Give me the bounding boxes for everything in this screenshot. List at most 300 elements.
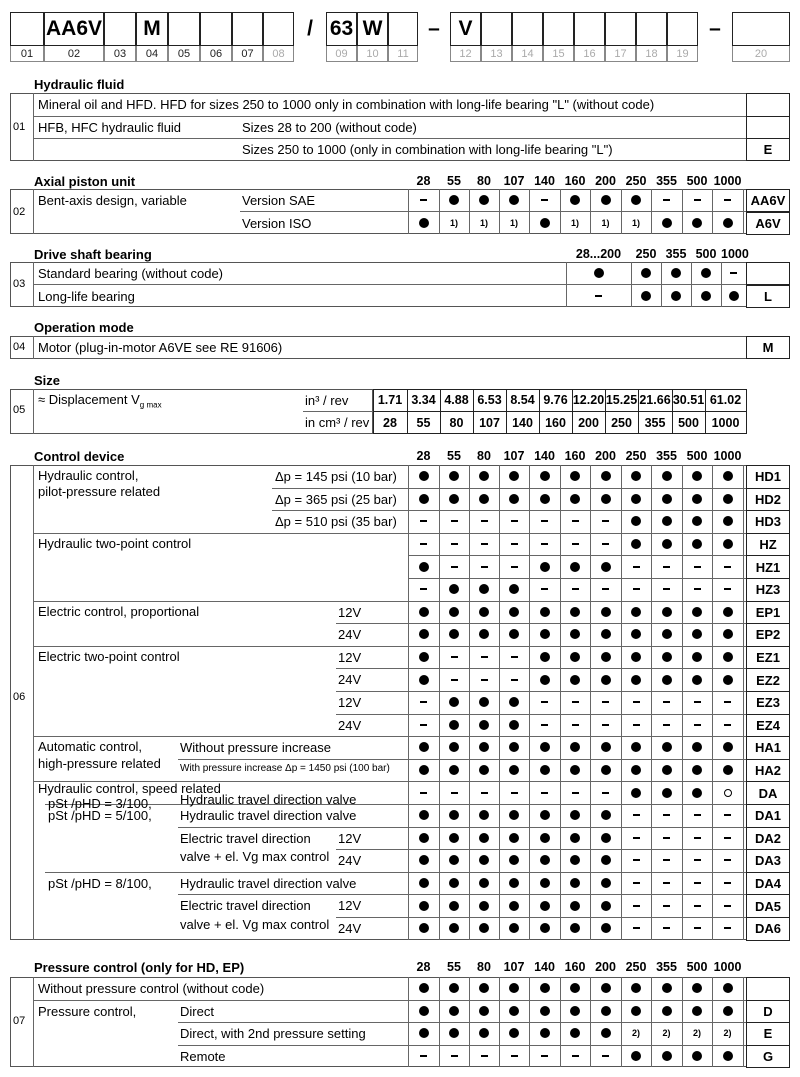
available-dot-icon (631, 195, 641, 205)
available-dot-icon (601, 1006, 611, 1016)
available-dot-icon (662, 539, 672, 549)
code-position-17[interactable] (605, 12, 636, 46)
version-label: Version ISO (242, 215, 312, 231)
availability-cell (408, 759, 439, 782)
order-code-box[interactable] (746, 116, 790, 139)
order-code-box[interactable]: E (746, 138, 790, 161)
available-dot-icon (479, 629, 489, 639)
order-code-box[interactable]: AA6V (746, 189, 790, 212)
code-position-19[interactable] (667, 12, 698, 46)
availability-cell (560, 646, 590, 669)
available-dot-icon (449, 697, 459, 707)
availability-cell (529, 691, 560, 714)
availability-cell (560, 781, 590, 804)
order-code-box[interactable]: EP1 (746, 601, 790, 625)
availability-cell (439, 189, 469, 212)
availability-cell (529, 759, 560, 782)
displacement-in3: 4.88 (444, 393, 469, 407)
available-dot-icon (479, 983, 489, 993)
availability-cell (499, 212, 529, 235)
size-header: 28 (416, 960, 431, 974)
control-variant-label: Hydraulic travel direction valve (180, 875, 357, 891)
order-code-box[interactable]: HA2 (746, 759, 790, 783)
available-dot-icon (570, 195, 580, 205)
availability-cell (439, 601, 469, 624)
size-header: 200 (595, 174, 616, 188)
size-header: 140 (534, 449, 555, 463)
available-dot-icon (601, 983, 611, 993)
code-position-01[interactable] (10, 12, 44, 46)
available-dot-icon (723, 983, 733, 993)
availability-cell (529, 465, 560, 488)
fluid-sub-large: Sizes 250 to 1000 (only in combination with long-life bearing "L") (242, 142, 613, 157)
availability-cell (529, 917, 560, 940)
available-dot-icon (570, 494, 580, 504)
fluid-option-mineral: Mineral oil and HFD. HFD for sizes 250 to 1000 only in combination with long-life bearing "L" (without code) (38, 97, 655, 112)
availability-cell (469, 759, 499, 782)
not-available-dash-icon (633, 905, 640, 907)
availability-cell (469, 1000, 499, 1023)
order-code-box[interactable]: DA2 (746, 827, 790, 851)
availability-cell (712, 872, 743, 895)
not-available-dash-icon (541, 701, 548, 703)
available-dot-icon (509, 494, 519, 504)
available-dot-icon (692, 607, 702, 617)
size-header: 107 (503, 960, 525, 974)
availability-cell (621, 212, 651, 235)
availability-cell (469, 714, 499, 737)
not-available-dash-icon (694, 882, 701, 884)
available-dot-icon (449, 607, 459, 617)
availability-cell (408, 1045, 439, 1068)
section-title: Axial piston unit (34, 174, 136, 189)
available-dot-icon (540, 833, 550, 843)
not-available-dash-icon (541, 792, 548, 794)
code-position-10[interactable]: W (357, 12, 388, 46)
order-code-box[interactable]: DA6 (746, 917, 790, 941)
availability-cell (469, 1022, 499, 1045)
section-number: 01 (13, 121, 26, 133)
availability-cell (651, 736, 682, 759)
available-dot-icon (479, 742, 489, 752)
displacement-cm3: 200 (578, 415, 599, 430)
not-available-dash-icon (541, 199, 548, 201)
availability-cell (469, 827, 499, 850)
not-available-dash-icon (663, 724, 670, 726)
not-available-dash-icon (663, 859, 670, 861)
availability-cell (590, 736, 621, 759)
not-available-dash-icon (595, 295, 602, 297)
availability-cell (439, 646, 469, 669)
not-available-dash-icon (451, 543, 458, 545)
availability-cell (499, 849, 529, 872)
available-dot-icon (419, 855, 429, 865)
availability-cell (560, 533, 590, 556)
available-dot-icon (449, 833, 459, 843)
code-position-number: 01 (10, 46, 44, 62)
availability-cell (651, 872, 682, 895)
availability-cell (439, 488, 469, 511)
code-position-18[interactable] (636, 12, 667, 46)
available-dot-icon (570, 471, 580, 481)
available-dot-icon (509, 901, 519, 911)
unit-cm3: in cm³ / rev (305, 415, 370, 430)
code-position-06[interactable] (200, 12, 232, 46)
availability-cell (469, 872, 499, 895)
available-dot-icon (662, 765, 672, 775)
not-available-dash-icon (541, 1055, 548, 1057)
displacement-cm3: 160 (545, 415, 566, 430)
availability-cell (590, 668, 621, 691)
not-available-dash-icon (572, 520, 579, 522)
available-dot-icon (641, 268, 651, 278)
not-available-dash-icon (633, 859, 640, 861)
operation-mode-option: Motor (plug-in-motor A6VE see RE 91606) (38, 340, 283, 355)
not-available-dash-icon (511, 656, 518, 658)
available-dot-icon (479, 833, 489, 843)
availability-cell (499, 977, 529, 1000)
available-dot-icon (419, 218, 429, 228)
available-dot-icon (449, 983, 459, 993)
electric-travel-direction-label: Electric travel direction (180, 830, 311, 846)
available-dot-icon (631, 607, 641, 617)
order-code-box[interactable] (746, 262, 790, 285)
available-dot-icon (641, 291, 651, 301)
available-dot-icon (662, 1051, 672, 1061)
order-code-box[interactable]: L (746, 285, 790, 308)
not-available-dash-icon (724, 837, 731, 839)
order-code-box[interactable]: DA (746, 781, 790, 805)
availability-cell (621, 691, 651, 714)
availability-cell (408, 849, 439, 872)
available-dot-icon (601, 901, 611, 911)
availability-cell (499, 691, 529, 714)
order-code-box[interactable]: HZ1 (746, 555, 790, 579)
control-variant-label: 12V (338, 830, 362, 846)
not-available-dash-icon (420, 543, 427, 545)
size-header: 160 (564, 449, 586, 463)
available-dot-icon (692, 788, 702, 798)
availability-cell (621, 578, 651, 601)
order-code-box[interactable]: EZ2 (746, 668, 790, 692)
availability-cell (682, 646, 712, 669)
order-code-box[interactable]: G (746, 1045, 790, 1069)
not-available-dash-icon (420, 1055, 427, 1057)
availability-cell (499, 736, 529, 759)
availability-cell (408, 533, 439, 556)
code-separator: – (428, 17, 440, 40)
availability-cell (499, 781, 529, 804)
availability-cell (439, 804, 469, 827)
available-dot-icon (723, 675, 733, 685)
availability-cell (621, 646, 651, 669)
order-code-box[interactable]: HD2 (746, 488, 790, 512)
available-dot-icon (692, 652, 702, 662)
availability-cell (590, 646, 621, 669)
code-position-15[interactable] (543, 12, 574, 46)
not-available-dash-icon (633, 701, 640, 703)
availability-cell (682, 849, 712, 872)
order-code-box[interactable]: HA1 (746, 736, 790, 760)
availability-cell (408, 827, 439, 850)
availability-cell (651, 578, 682, 601)
available-dot-icon (419, 675, 429, 685)
availability-cell (469, 781, 499, 804)
availability-cell (712, 977, 743, 1000)
code-position-03[interactable] (104, 12, 136, 46)
displacement-cm3: 55 (416, 415, 431, 430)
code-position-05[interactable] (168, 12, 200, 46)
availability-cell (499, 533, 529, 556)
availability-cell (469, 736, 499, 759)
available-dot-icon (419, 562, 429, 572)
divider (33, 465, 34, 940)
available-dot-icon (723, 607, 733, 617)
availability-cell (590, 917, 621, 940)
availability-cell (590, 488, 621, 511)
availability-cell (590, 714, 621, 737)
available-dot-icon (449, 584, 459, 594)
available-dot-icon (662, 494, 672, 504)
availability-cell (560, 849, 590, 872)
not-available-dash-icon (602, 588, 609, 590)
available-dot-icon (601, 923, 611, 933)
available-dot-icon (509, 584, 519, 594)
size-header: 355 (656, 174, 677, 188)
availability-cell (560, 510, 590, 533)
displacement-cm3: 1000 (711, 415, 740, 430)
availability-cell (408, 1000, 439, 1023)
section-title: Size (34, 373, 61, 388)
availability-cell (469, 623, 499, 646)
order-code-box[interactable] (746, 93, 790, 117)
available-dot-icon (723, 629, 733, 639)
availability-cell (651, 759, 682, 782)
available-dot-icon (601, 195, 611, 205)
size-header: 355 (656, 449, 677, 463)
order-code-box[interactable]: EZ3 (746, 691, 790, 715)
availability-cell (439, 1000, 469, 1023)
availability-cell (499, 465, 529, 488)
available-dot-icon (449, 855, 459, 865)
available-dot-icon (631, 629, 641, 639)
not-available-dash-icon (724, 701, 731, 703)
available-dot-icon (601, 1028, 611, 1038)
code-position-04[interactable]: M (136, 12, 168, 46)
order-code-box[interactable]: DA4 (746, 872, 790, 896)
code-position-number: 13 (481, 46, 512, 62)
order-code-box[interactable]: DA3 (746, 849, 790, 873)
size-header: 55 (447, 449, 461, 463)
available-dot-icon (509, 1028, 519, 1038)
displacement-in3: 15.25 (605, 393, 638, 407)
available-dot-icon (631, 742, 641, 752)
available-dot-icon (479, 697, 489, 707)
availability-cell (439, 510, 469, 533)
availability-cell (621, 714, 651, 737)
order-code-box[interactable]: D (746, 1000, 790, 1024)
availability-cell (682, 601, 712, 624)
available-dot-icon (479, 901, 489, 911)
not-available-dash-icon (694, 927, 701, 929)
availability-cell (682, 977, 712, 1000)
available-dot-icon (540, 878, 550, 888)
code-position-02[interactable]: AA6V (44, 12, 104, 46)
availability-cell (712, 601, 743, 624)
available-dot-icon (509, 742, 519, 752)
available-dot-icon (509, 878, 519, 888)
order-code-box[interactable]: M (746, 336, 790, 359)
availability-cell (682, 714, 712, 737)
code-position-number: 19 (667, 46, 698, 62)
availability-cell (621, 510, 651, 533)
not-available-dash-icon (602, 543, 609, 545)
code-position-number: 11 (388, 46, 418, 62)
divider (303, 411, 373, 412)
availability-cell (439, 827, 469, 850)
available-dot-icon (540, 855, 550, 865)
code-position-14[interactable] (512, 12, 543, 46)
not-available-dash-icon (633, 588, 640, 590)
available-dot-icon (631, 675, 641, 685)
code-position-13[interactable] (481, 12, 512, 46)
not-available-dash-icon (663, 837, 670, 839)
not-available-dash-icon (420, 199, 427, 201)
available-dot-icon (692, 218, 702, 228)
availability-cell (590, 804, 621, 827)
code-position-11[interactable] (388, 12, 418, 46)
availability-cell (682, 1022, 712, 1045)
available-dot-icon (509, 195, 519, 205)
displacement-cm3: 107 (479, 415, 500, 430)
section-number: 06 (13, 691, 26, 703)
not-available-dash-icon (451, 520, 458, 522)
electric-travel-direction-label-2: valve + el. Vg max control (180, 849, 330, 865)
available-dot-icon (449, 1006, 459, 1016)
bearing-option: Standard bearing (without code) (38, 266, 224, 281)
code-position-07[interactable] (232, 12, 263, 46)
code-position-20[interactable] (732, 12, 790, 46)
code-position-number: 05 (168, 46, 200, 62)
availability-cell (621, 533, 651, 556)
available-dot-icon (662, 742, 672, 752)
available-dot-icon (449, 471, 459, 481)
not-available-dash-icon (633, 882, 640, 884)
available-dot-icon (631, 788, 641, 798)
order-code-box[interactable] (746, 977, 790, 1001)
order-code-box[interactable]: HD1 (746, 465, 790, 489)
code-position-09[interactable]: 63 (326, 12, 357, 46)
available-dot-icon (692, 471, 702, 481)
availability-cell (560, 601, 590, 624)
order-code-box[interactable]: DA1 (746, 804, 790, 828)
control-variant-label: 24V (338, 921, 362, 936)
availability-cell (469, 488, 499, 511)
available-dot-icon (540, 810, 550, 820)
availability-cell (408, 601, 439, 624)
available-dot-icon (540, 923, 550, 933)
availability-cell (408, 510, 439, 533)
size-header: 80 (477, 960, 491, 974)
not-available-dash-icon (724, 905, 731, 907)
availability-cell (712, 1022, 743, 1045)
available-dot-icon (601, 833, 611, 843)
availability-cell (590, 623, 621, 646)
code-position-number: 08 (263, 46, 294, 62)
order-code-box[interactable]: EZ4 (746, 714, 790, 738)
section-title: Operation mode (34, 320, 134, 335)
availability-cell (621, 555, 651, 578)
available-dot-icon (570, 607, 580, 617)
control-variant-label: 12V (338, 898, 362, 914)
availability-cell (408, 736, 439, 759)
available-dot-icon (509, 983, 519, 993)
control-group-ha: Automatic control, (38, 739, 143, 755)
available-dot-icon (540, 494, 550, 504)
code-separator: – (709, 17, 721, 40)
available-dot-icon (570, 923, 580, 933)
availability-cell (712, 714, 743, 737)
order-code-box[interactable]: HZ3 (746, 578, 790, 602)
available-dot-icon (671, 291, 681, 301)
available-dot-icon (540, 675, 550, 685)
availability-cell (499, 759, 529, 782)
da-pressure-ratio-3: pSt /pHD = 3/100, (48, 796, 152, 812)
code-position-number: 04 (136, 46, 168, 62)
code-position-08[interactable] (263, 12, 294, 46)
availability-cell (529, 601, 560, 624)
available-dot-icon (631, 539, 641, 549)
displacement-in3: 21.66 (639, 393, 671, 407)
order-code-box[interactable]: DA5 (746, 894, 790, 918)
order-code-box[interactable]: E (746, 1022, 790, 1046)
pressure-control-label: Pressure control, (38, 1003, 137, 1019)
available-dot-icon (419, 494, 429, 504)
availability-cell (408, 1022, 439, 1045)
order-code-box[interactable]: EZ1 (746, 646, 790, 670)
order-code-box[interactable]: HZ (746, 533, 790, 557)
available-dot-icon (723, 1006, 733, 1016)
availability-cell (560, 691, 590, 714)
availability-cell (499, 189, 529, 212)
order-code-box[interactable]: EP2 (746, 623, 790, 647)
availability-cell (439, 849, 469, 872)
da-pressure-ratio-8: pSt /pHD = 8/100, (48, 875, 152, 891)
control-group-hd: Hydraulic control, (38, 468, 139, 483)
availability-cell (439, 759, 469, 782)
availability-cell (621, 1045, 651, 1068)
availability-cell (712, 849, 743, 872)
available-dot-icon (601, 742, 611, 752)
size-header: 500 (695, 247, 717, 261)
size-header: 140 (534, 960, 555, 974)
availability-cell (439, 1045, 469, 1068)
availability-cell (529, 668, 560, 691)
availability-cell (590, 533, 621, 556)
order-code-box[interactable]: A6V (746, 212, 790, 235)
availability-cell (560, 189, 590, 212)
code-position-16[interactable] (574, 12, 605, 46)
order-code-box[interactable]: HD3 (746, 510, 790, 534)
code-position-12[interactable]: V (450, 12, 481, 46)
size-header: 250 (625, 449, 647, 463)
size-header: 500 (686, 449, 708, 463)
available-dot-icon (509, 471, 519, 481)
section-title: Hydraulic fluid (34, 77, 125, 92)
available-dot-icon (692, 629, 702, 639)
available-dot-icon (419, 629, 429, 639)
footnote-ref: 2) (692, 1028, 701, 1039)
